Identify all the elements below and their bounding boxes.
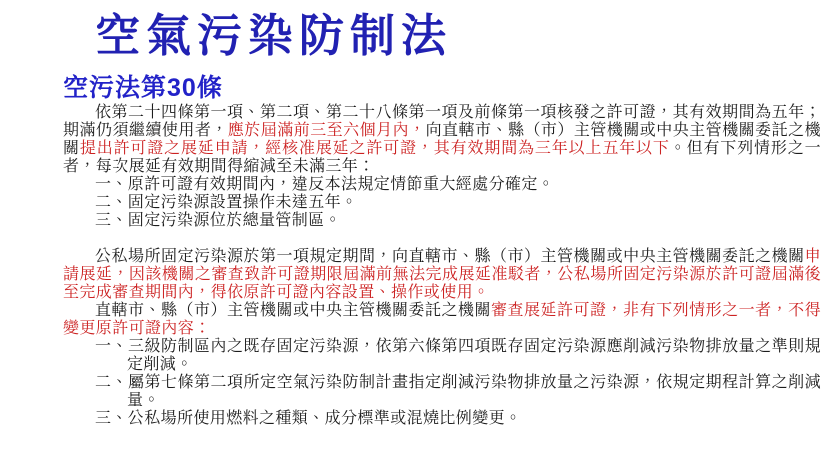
text-segment: 向直轄市、縣（市）主管機關或中央主管機關委託之機關 xyxy=(63,122,821,157)
text-segment: 公私場所固定污染源於第一項規定期間，向直轄市、縣（市）主管機關或中央主管機關委託之機關 xyxy=(95,248,805,265)
list-item xyxy=(95,374,821,410)
list-item xyxy=(95,176,821,194)
text-segment: 直轄市、縣（市）主管機關或中央主管機關委託之機關 xyxy=(95,302,492,319)
text-segment: 一、原許可證有效期間內，違反本法規定情節重大經處分確定。 xyxy=(95,176,555,193)
text-segment: 二、固定污染源設置操作未達五年。 xyxy=(95,194,358,211)
text-segment: 一、三級防制區內之既存固定污染源，依第六條第四項既存固定污染源應削減污染物排放量之準則規定削減。 xyxy=(95,338,821,373)
text-segment: 提出許可證之展延申請，經核准展延之許可證，其有效期間為三年以上五年以下 xyxy=(79,140,670,157)
paragraph xyxy=(63,302,821,338)
list-item xyxy=(95,212,821,230)
text-segment: 三、固定污染源位於總量管制區。 xyxy=(95,212,342,229)
text-segment: 。但有下列情形之一者，每次展延有效期間得縮減至未滿三年： xyxy=(63,140,821,175)
paragraph xyxy=(63,104,821,176)
text-segment: 申請展延，因該機關之審查致許可證期限屆滿前無法完成展延准駁者，公私場所固定污染源於許可證屆滿後至完成審查期間內，得依原許可證內容設置、操作或使用。 xyxy=(63,248,821,301)
page-title: 空氣污染防制法 xyxy=(95,11,453,61)
text-segment: 審查展延許可證，非有下列情形之一者，不得變更原許可證內容： xyxy=(63,302,821,337)
body-text xyxy=(63,104,821,428)
section-heading: 空污法第30條 xyxy=(63,74,223,102)
text-segment: 依第二十四條第一項、第二項、第二十八條第一項及前條第一項核發之許可證，其有效期間為五年；期滿仍須繼續使用者， xyxy=(63,104,821,139)
text-segment: 二、屬第七條第二項所定空氣污染防制計畫指定削減污染物排放量之污染源，依規定期程計算之削減量。 xyxy=(95,374,821,409)
list-item xyxy=(95,410,821,428)
paragraph xyxy=(63,248,821,302)
text-segment: 三、公私場所使用燃料之種類、成分標準或混燒比例變更。 xyxy=(95,410,522,427)
text-segment: 應於屆滿前三至六個月內， xyxy=(227,122,426,139)
list-item xyxy=(95,194,821,212)
spacer xyxy=(63,230,821,248)
list-item xyxy=(95,338,821,374)
